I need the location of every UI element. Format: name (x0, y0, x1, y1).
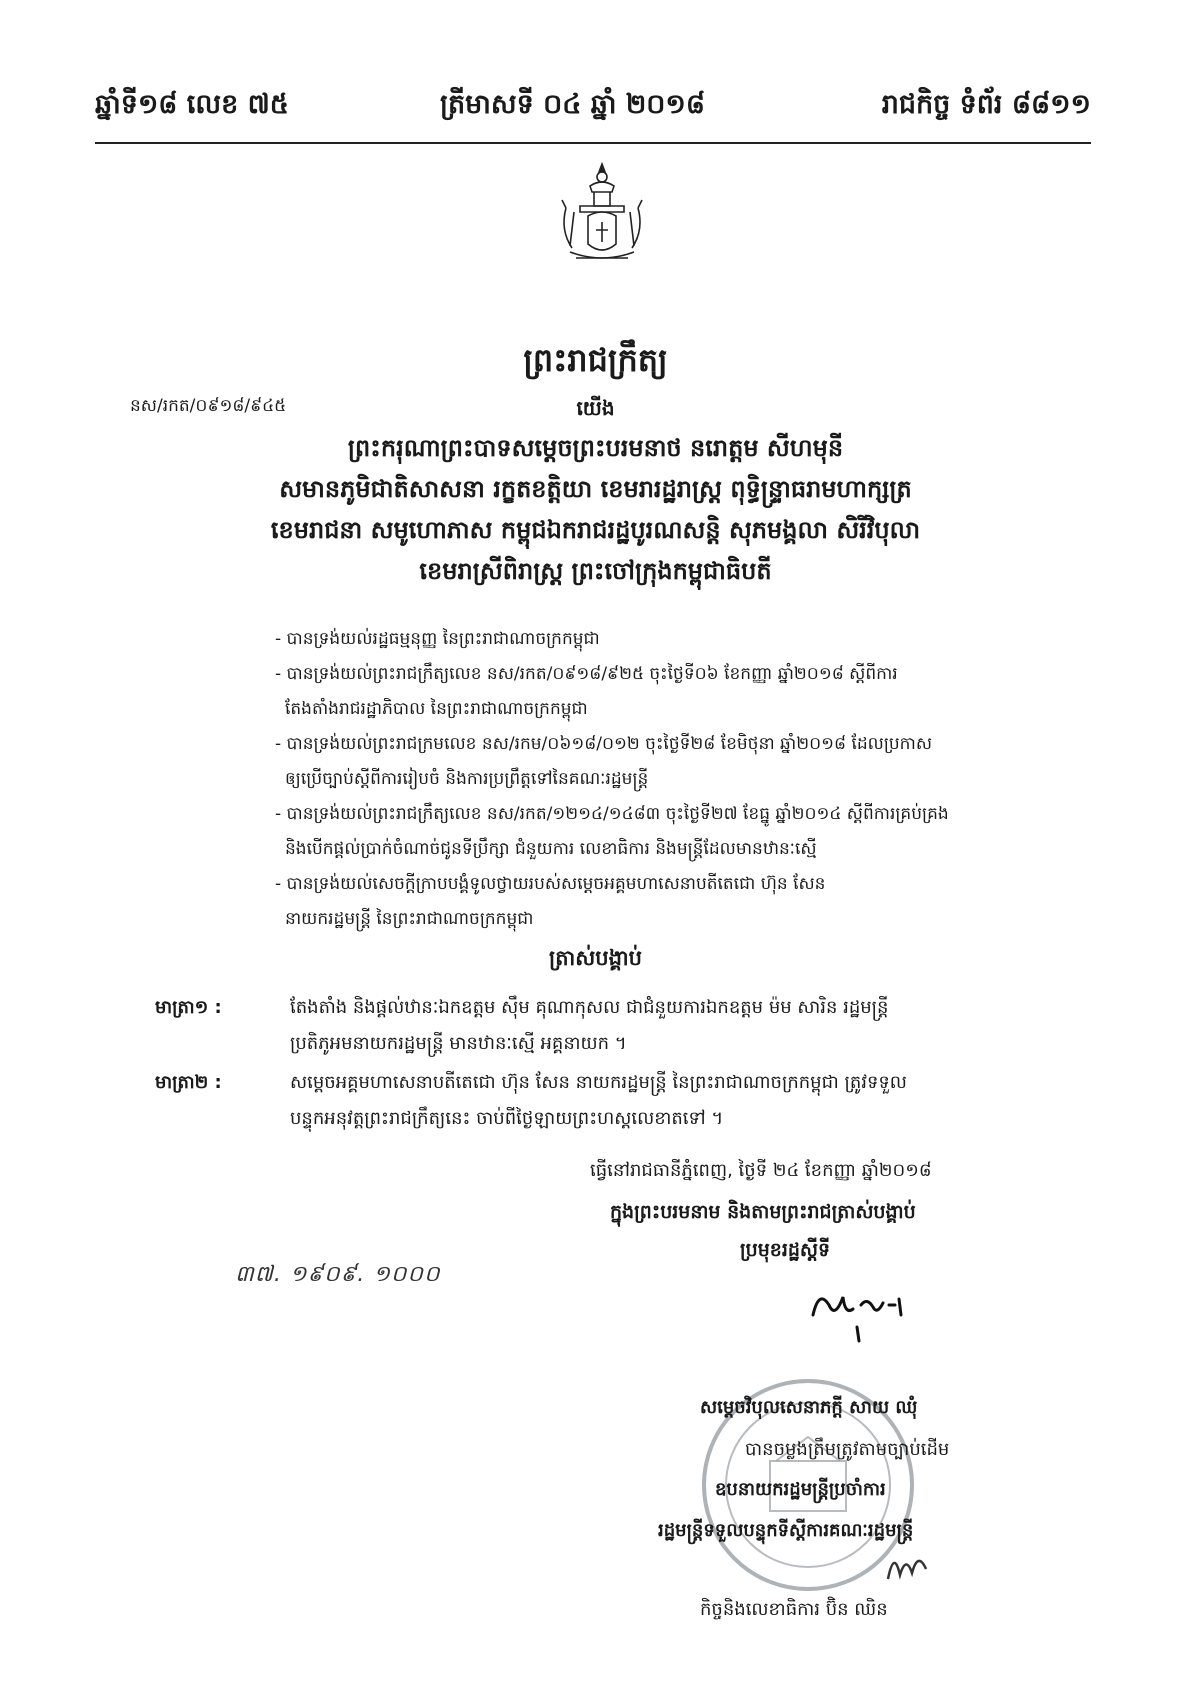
reference-item: - បានទ្រង់យល់ព្រះរាជក្រឹត្យលេខ នស/រកត/០៩១៨/៩២៥ ចុះថ្ងៃទី០៦ ខែកញ្ញា ឆ្នាំ២០១៨ ស្តីពីការ (275, 664, 898, 684)
article-label: មាត្រា១ : (155, 997, 222, 1018)
king-title-line: ខេមរាជនា សមូហោភាស កម្ពុជឯករាជរដ្ឋបូរណសន្តិ សុភមង្គលា សិរីវិបុលា (270, 516, 921, 544)
gazette-header (95, 88, 1091, 128)
place-and-date: ធ្វើនៅរាជធានីភ្នំពេញ, ថ្ងៃទី ២៤ ខែកញ្ញា ឆ្នាំ២០១៨ (590, 1160, 932, 1181)
king-title-line: សមានភូមិជាតិសាសនា រក្ខតខត្តិយា ខេមរារដ្ឋរាស្ត្រ ពុទ្ធិន្ទ្រាធរាមហាក្សត្រ (279, 475, 912, 503)
reference-item: - បានទ្រង់យល់រដ្ឋធម្មនុញ្ញ នៃព្រះរាជាណាចក្រកម្ពុជា (275, 629, 600, 649)
article-text: សម្តេចអគ្គមហាសេនាបតីតេជោ ហ៊ុន សែន នាយករដ្ឋមន្ត្រី នៃព្រះរាជាណាចក្រកម្ពុជា ត្រូវទទួល (290, 1072, 907, 1093)
gazette-year-issue: ឆ្នាំទី១៨ លេខ ៧៥ (95, 89, 289, 120)
we-heading: យើង (576, 396, 615, 420)
reference-item-continued: នាយករដ្ឋមន្ត្រី នៃព្រះរាជាណាចក្រកម្ពុជា (285, 909, 534, 929)
article-text: ប្រតិភូអមនាយករដ្ឋមន្ត្រី មានឋានៈស្មើ អគ្គនាយក ។ (290, 1033, 627, 1054)
secretary-general-signer: កិច្ចនិងលេខាធិការ ប៊ិន ឈិន (700, 1599, 888, 1620)
article-text: តែងតាំង និងផ្តល់ឋានៈឯកឧត្តម ស៊ឹម គុណាកុសល ជាជំនួយការឯកឧត្តម ម៉ម សារិន រដ្ឋមន្ត្រី (290, 997, 889, 1018)
king-title-line: ខេមរាស្រីពិរាស្ត្រ ព្រះចៅក្រុងកម្ពុជាធិបតី (419, 557, 772, 585)
decree-title: ព្រះរាជក្រឹត្យ (523, 341, 668, 379)
signatory-role: ឧបនាយករដ្ឋមន្ត្រីប្រចាំការ (715, 1479, 886, 1500)
signatory-role: រដ្ឋមន្ត្រីទទួលបន្ទុកទីស្តីការគណៈរដ្ឋមន្ត្រី (658, 1520, 914, 1541)
decree-reference-number: នស/រកត/០៩១៨/៩៤៥ (130, 396, 287, 416)
signatory-name: សម្តេចវិបុលសេនាភក្តី សាយ ឈុំ (700, 1397, 918, 1418)
royal-sign-line: ក្នុងព្រះបរមនាម និងតាមព្រះរាជត្រាស់បង្គាប់ (610, 1201, 916, 1223)
reference-item-continued: និងបើកផ្តល់ប្រាក់ចំណាច់ជូនទីប្រឹក្សា ជំនួយការ លេខាធិការ និងមន្ត្រីដែលមានឋានៈស្មើ (285, 839, 817, 859)
order-heading: ត្រាស់បង្គាប់ (549, 946, 642, 970)
certified-copy-note: បានចម្លងត្រឹមត្រូវតាមច្បាប់ដើម (745, 1439, 950, 1460)
king-title-line: ព្រះករុណាព្រះបាទសម្តេចព្រះបរមនាថ នរោត្តម សីហមុនី (347, 434, 844, 462)
reference-item-continued: តែងតាំងរាជរដ្ឋាភិបាល នៃព្រះរាជាណាចក្រកម្ពុជា (285, 699, 588, 719)
gazette-page-number: រាជកិច្ច ទំព័រ ៨៨១១ (881, 89, 1091, 120)
king-title-block (150, 428, 1041, 592)
handwritten-signature-icon (805, 1275, 925, 1345)
gazette-quarter: ត្រីមាសទី ០៤ ឆ្នាំ ២០១៨ (440, 89, 705, 120)
article-label: មាត្រា២ : (155, 1072, 222, 1093)
reference-item: - បានទ្រង់យល់ព្រះរាជក្រមលេខ នស/រកម/០៦១៨/០១២ ចុះថ្ងៃទី២៨ ខែមិថុនា ឆ្នាំ២០១៨ ដែលប្រកាស (275, 734, 933, 754)
royal-emblem-icon (552, 160, 652, 270)
article-2 (155, 1065, 1085, 1137)
article-1 (155, 990, 1085, 1062)
reference-item-continued: ឲ្យប្រើច្បាប់ស្តីពីការរៀបចំ និងការប្រព្រឹត្តទៅនៃគណៈរដ្ឋមន្ត្រី (285, 769, 649, 789)
article-text: បន្ទុកអនុវត្តព្រះរាជក្រឹត្យនេះ ចាប់ពីថ្ងៃឡាយព្រះហស្តលេខាតទៅ ។ (290, 1108, 724, 1129)
registration-number: ៣៧. ១៩០៩. ១០០០ (235, 1262, 441, 1287)
legal-references (275, 622, 1085, 937)
head-of-state-title: ប្រមុខរដ្ឋស្តីទី (740, 1239, 831, 1261)
reference-item: - បានទ្រង់យល់ព្រះរាជក្រឹត្យលេខ នស/រកត/១២១៤/១៤៨៣ ចុះថ្ងៃទី២៧ ខែធ្នូ ឆ្នាំ២០១៤ ស្តីពីការគ្រប់គ្រង (275, 804, 949, 824)
header-divider (95, 142, 1091, 144)
initial-signature-icon (882, 1545, 932, 1585)
reference-item: - បានទ្រង់យល់សេចក្តីក្រាបបង្គំទូលថ្វាយរបស់សម្តេចអគ្គមហាសេនាបតីតេជោ ហ៊ុន សែន (275, 874, 826, 894)
